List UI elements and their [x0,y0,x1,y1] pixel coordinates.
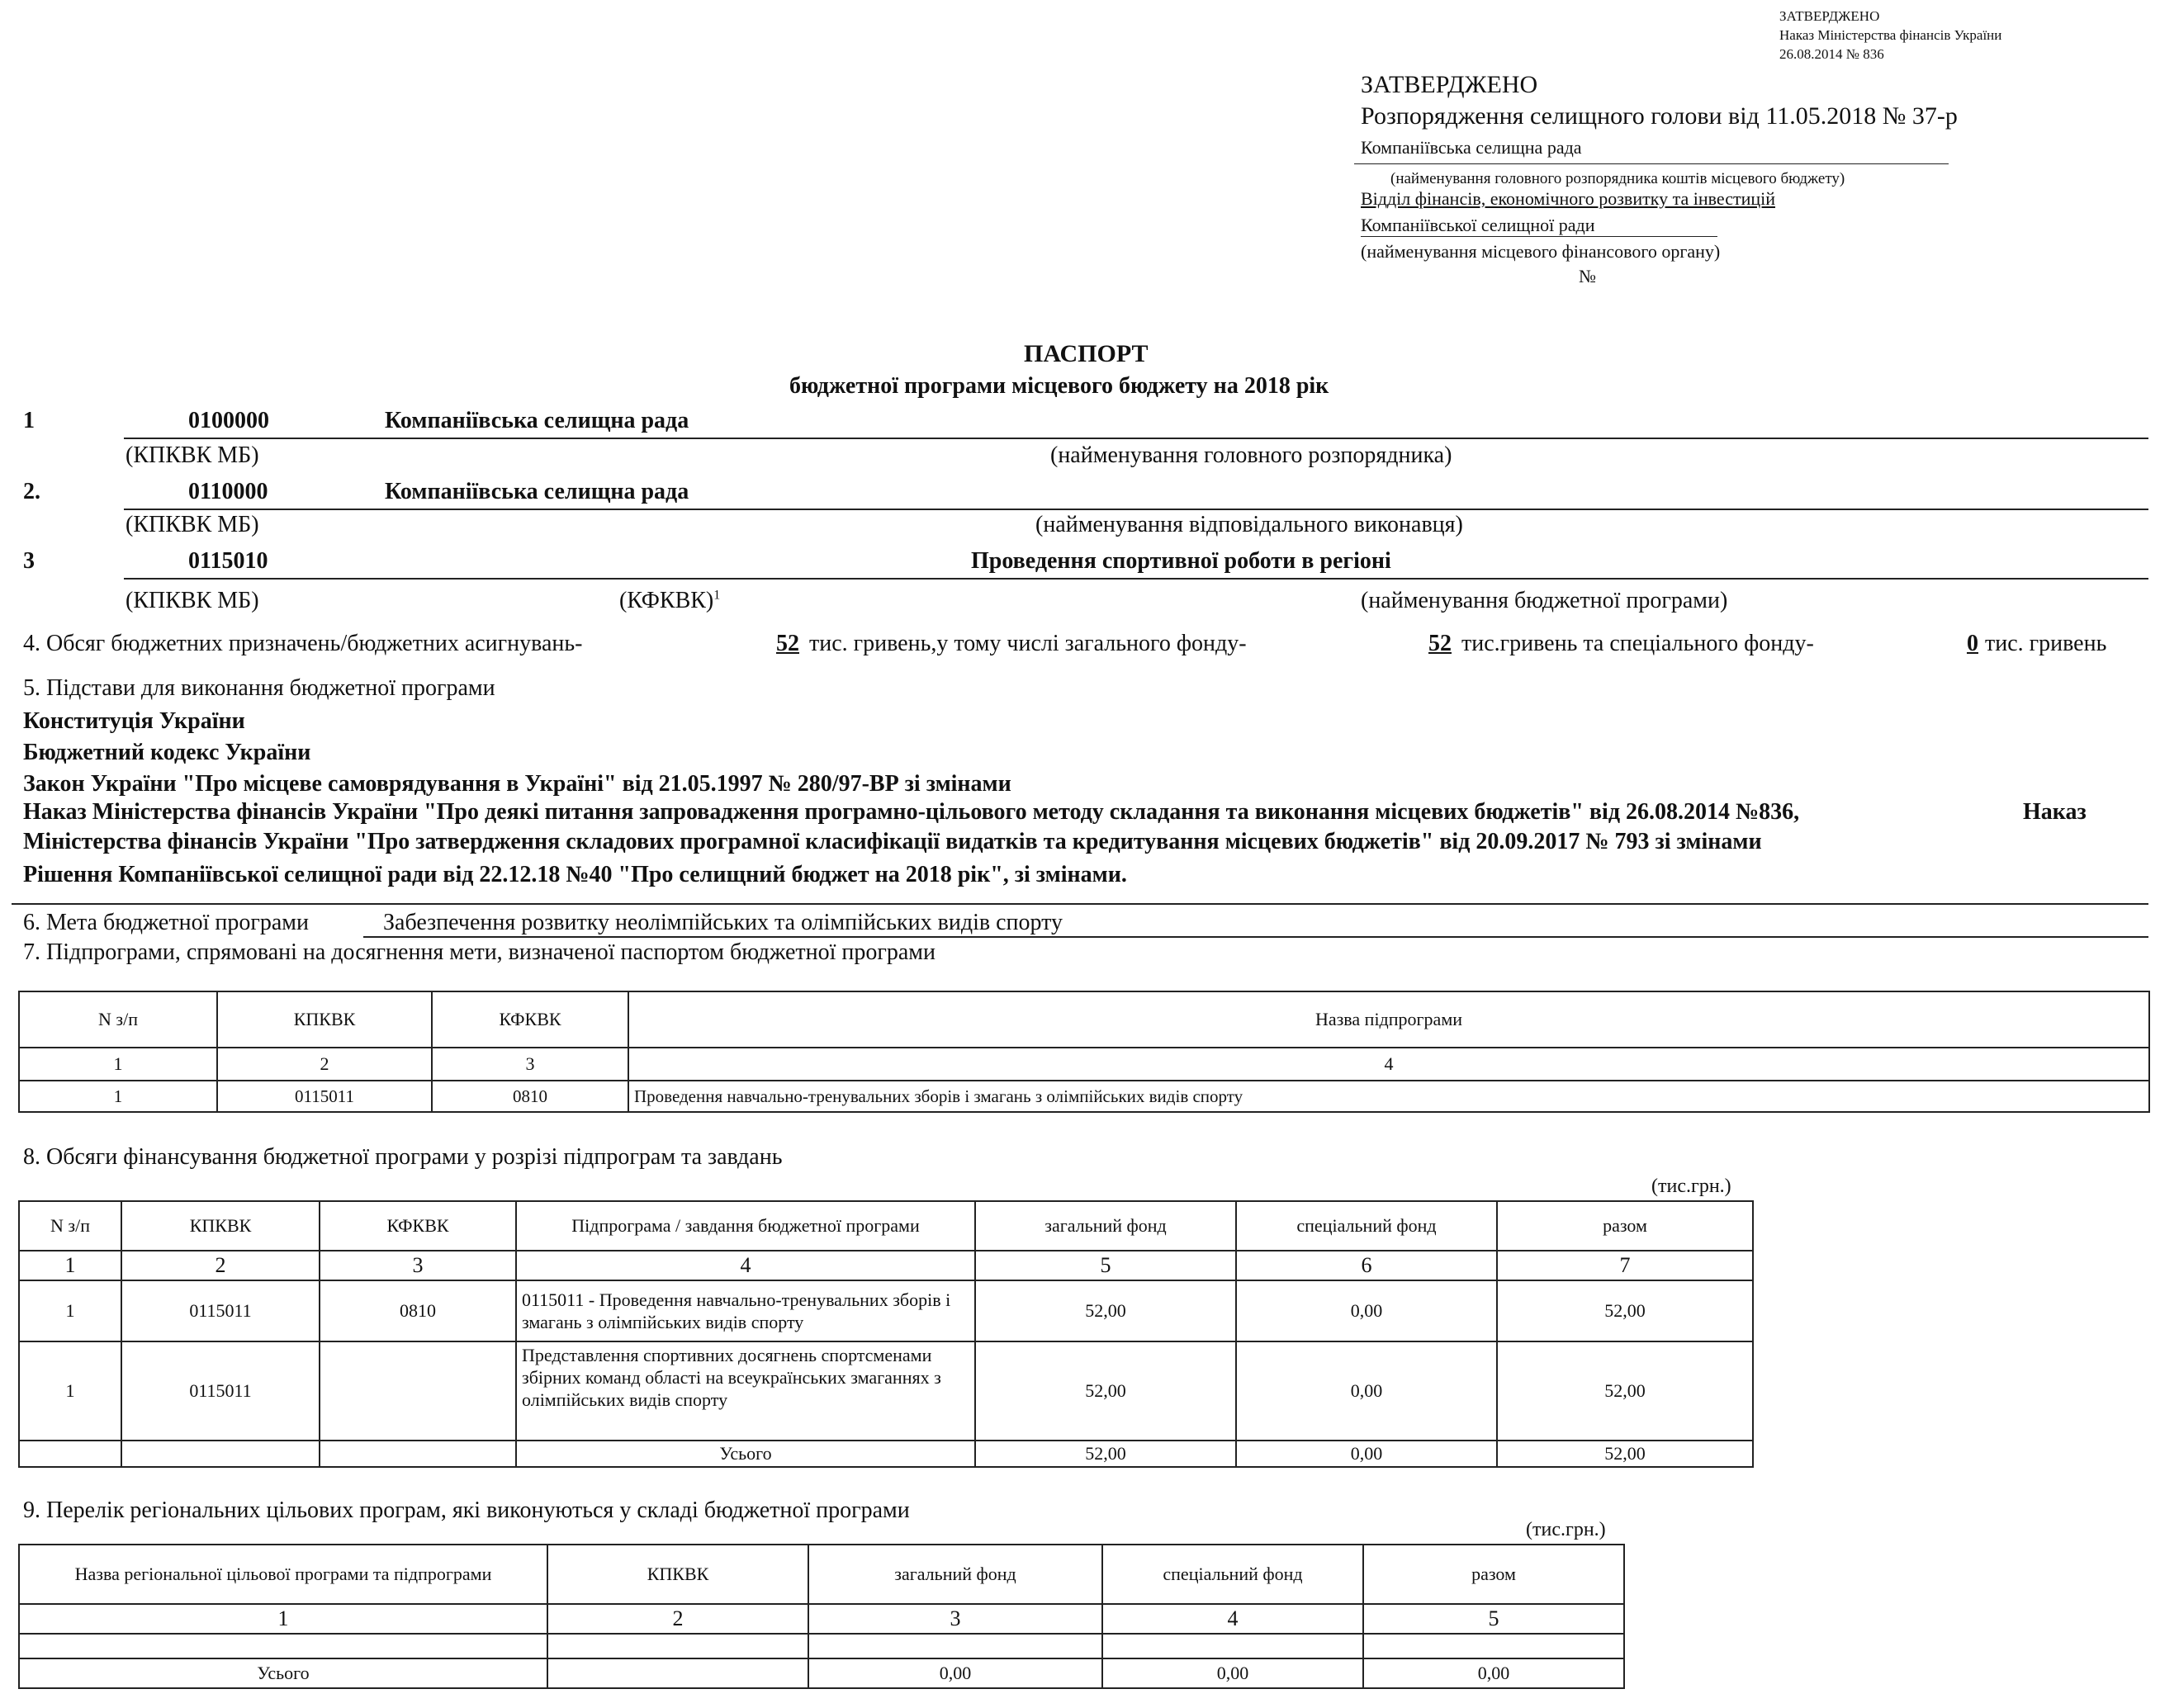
item4-general: 52 [1428,631,1452,656]
table-row [19,1081,2149,1112]
cell-empty [320,1441,516,1467]
col-header-kfkvk: КФКВК [432,991,628,1048]
item6-label: 6. Мета бюджетної програми [23,910,309,935]
approval-fin-body-line2: Компаніївської селищної ради [1361,215,1595,235]
cell-total-sum: 0,00 [1363,1658,1624,1688]
col-number: 1 [19,1048,217,1081]
cell-kfkvk: 0810 [320,1280,516,1341]
approval-number-sign: № [1579,266,1596,286]
item4-label: 4. Обсяг бюджетних призначень/бюджетних асигнувань- [23,631,583,656]
cell-empty [1102,1634,1363,1658]
item7-label: 7. Підпрограми, спрямовані на досягнення мети, визначеної паспортом бюджетної програми [23,939,936,965]
cell-general-fund: 52,00 [975,1341,1236,1441]
item4-total: 52 [776,631,799,656]
table-numbers-row [19,1251,1753,1280]
approval-small-block [1779,7,2001,64]
col-header-special-fund: спеціальний фонд [1102,1545,1363,1604]
passport-subtitle: бюджетної програми місцевого бюджету на 2018 рік [789,373,1329,399]
col-number: 6 [1236,1251,1497,1280]
row1-number: 1 [23,408,35,433]
cell-kfkvk [320,1341,516,1441]
item4-special: 0 [1967,631,1978,656]
item8-label: 8. Обсяги фінансування бюджетної програми у розрізі підпрограм та завдань [23,1144,783,1170]
col-header-number: N з/п [19,1201,121,1251]
col-number: 3 [432,1048,628,1081]
item4-text3: тис. гривень [1985,631,2107,656]
cell-total: 52,00 [1497,1341,1753,1441]
row3-name: Проведення спортивної роботи в регіоні [971,548,1391,574]
row2-name: Компаніївська селищна рада [385,479,689,504]
item5-label: 5. Підстави для виконання бюджетної програми [23,675,495,701]
col-number: 5 [975,1251,1236,1280]
approval-small-order: Наказ Міністерства фінансів України [1779,27,2002,43]
subprograms-table [18,991,2150,1113]
cell-total-sum: 52,00 [1497,1441,1753,1467]
row1-code-caption: (КПКВК МБ) [126,442,259,468]
table-total-row [19,1441,1753,1467]
row3-code-caption: (КПКВК МБ) [126,588,259,613]
approval-small-title: ЗАТВЕРДЖЕНО [1779,8,1880,24]
cell-empty [547,1634,808,1658]
cell-kfkvk: 0810 [432,1081,628,1112]
approval-main-manager: Компаніївська селищна рада [1361,137,1582,158]
item5-basis-2: Бюджетний кодекс України [23,740,311,765]
table-row [19,1280,1753,1341]
cell-task: Представлення спортивних досягнень спортсменами збірних команд області на всеукраїнських змаганнях з олімпійських видів спорту [516,1341,975,1441]
col-header-task: Підпрограма / завдання бюджетної програми [516,1201,975,1251]
cell-total-kpkvk [547,1658,808,1688]
col-header-program-name: Назва регіональної цільової програми та підпрограми [19,1545,547,1604]
cell-kpkvk: 0115011 [121,1280,320,1341]
table-empty-row [19,1634,1624,1658]
approval-fin-body-line1: Відділ фінансів, економічного розвитку та інвестицій [1361,188,1776,209]
cell-total-general: 0,00 [808,1658,1102,1688]
col-header-total: разом [1497,1201,1753,1251]
item5-basis-6: Рішення Компаніївської селищної ради від 22.12.18 №40 "Про селищний бюджет на 2018 рік", зі змінами. [23,862,1127,887]
item9-unit: (тис.грн.) [1526,1519,1606,1540]
row3-name-caption: (найменування бюджетної програми) [1361,588,1728,613]
financing-table [18,1200,1754,1468]
cell-total: 52,00 [1497,1280,1753,1341]
col-header-subprogram-name: Назва підпрограми [628,991,2149,1048]
col-number: 4 [516,1251,975,1280]
cell-special-fund: 0,00 [1236,1280,1497,1341]
cell-empty [121,1441,320,1467]
col-header-general-fund: загальний фонд [975,1201,1236,1251]
cell-total-special: 0,00 [1102,1658,1363,1688]
approval-order: Розпорядження селищного голови від 11.05.2018 № 37-р [1361,102,1958,130]
cell-kpkvk: 0115011 [217,1081,432,1112]
cell-total-label: Усього [19,1658,547,1688]
col-header-kpkvk: КПКВК [121,1201,320,1251]
cell-special-fund: 0,00 [1236,1341,1497,1441]
cell-general-fund: 52,00 [975,1280,1236,1341]
col-header-general-fund: загальний фонд [808,1545,1102,1604]
item5-basis-4: Наказ Міністерства фінансів України "Про деякі питання запровадження програмно-цільового методу складання та виконання місцевих бюджетів" від 26.08.2014 №836, [23,799,1800,825]
cell-number: 1 [19,1280,121,1341]
table-header-row [19,1201,1753,1251]
cell-number: 1 [19,1341,121,1441]
cell-kpkvk: 0115011 [121,1341,320,1441]
item5-basis-1: Конституція України [23,708,245,734]
cell-empty [808,1634,1102,1658]
col-number: 3 [320,1251,516,1280]
item5-basis-5: Міністерства фінансів України "Про затвердження складових програмної класифікації видатків та кредитування місцевих бюджетів" від 20.09.2017 № 793 зі змінами [23,829,1762,854]
item4-text2: тис.гривень та спеціального фонду- [1461,631,1814,656]
table-numbers-row [19,1048,2149,1081]
regional-programs-table [18,1544,1625,1689]
item9-label: 9. Перелік регіональних цільових програм, які виконуються у складі бюджетної програми [23,1497,910,1523]
col-number: 7 [1497,1251,1753,1280]
col-number: 2 [121,1251,320,1280]
item6-value: Забезпечення розвитку неолімпійських та олімпійських видів спорту [383,910,1063,935]
row1-code: 0100000 [188,408,269,433]
col-number: 4 [628,1048,2149,1081]
col-header-kfkvk: КФКВК [320,1201,516,1251]
col-number: 3 [808,1604,1102,1634]
cell-empty [19,1441,121,1467]
row1-name: Компаніївська селищна рада [385,408,689,433]
cell-empty [19,1634,547,1658]
row3-kfk-footnote: 1 [713,588,721,603]
row3-code: 0115010 [188,548,268,574]
approval-main-manager-caption: (найменування головного розпорядника коштів місцевого бюджету) [1390,170,1845,187]
table-header-row [19,1545,1624,1604]
cell-total-special: 0,00 [1236,1441,1497,1467]
row2-code-caption: (КПКВК МБ) [126,512,259,537]
item5-basis-3: Закон України "Про місцеве самоврядування в Україні" від 21.05.1997 № 280/97-ВР зі змінами [23,771,1011,797]
col-number: 5 [1363,1604,1624,1634]
passport-title: ПАСПОРТ [1024,340,1149,367]
cell-total-label: Усього [516,1441,975,1467]
approval-title: ЗАТВЕРДЖЕНО [1361,71,1538,98]
col-number: 1 [19,1604,547,1634]
table-total-row [19,1658,1624,1688]
item5-basis-4b: Наказ [2023,799,2087,825]
col-number: 4 [1102,1604,1363,1634]
item8-unit: (тис.грн.) [1651,1176,1731,1197]
cell-empty [1363,1634,1624,1658]
row3-number: 3 [23,548,35,574]
row1-name-caption: (найменування головного розпорядника) [1050,442,1452,468]
table-numbers-row [19,1604,1624,1634]
item4-text1: тис. гривень,у тому числі загального фонду- [809,631,1247,656]
col-number: 2 [547,1604,808,1634]
col-number: 2 [217,1048,432,1081]
row2-number: 2. [23,479,40,504]
col-header-number: N з/п [19,991,217,1048]
cell-number: 1 [19,1081,217,1112]
col-header-kpkvk: КПКВК [217,991,432,1048]
table-header-row [19,991,2149,1048]
cell-task: 0115011 - Проведення навчально-тренувальних зборів і змагань з олімпійських видів спорту [516,1280,975,1341]
cell-total-general: 52,00 [975,1441,1236,1467]
col-header-special-fund: спеціальний фонд [1236,1201,1497,1251]
table-row [19,1341,1753,1441]
col-header-kpkvk: КПКВК [547,1545,808,1604]
col-header-total: разом [1363,1545,1624,1604]
row2-name-caption: (найменування відповідального виконавця) [1035,512,1463,537]
approval-small-date: 26.08.2014 № 836 [1779,46,1884,62]
cell-subprogram-name: Проведення навчально-тренувальних зборів і змагань з олімпійських видів спорту [628,1081,2149,1112]
col-number: 1 [19,1251,121,1280]
approval-fin-body-caption: (найменування місцевого фінансового органу) [1361,241,1721,262]
row3-kfk-caption: (КФКВК)$^1$ [619,588,721,613]
row2-code: 0110000 [188,479,268,504]
